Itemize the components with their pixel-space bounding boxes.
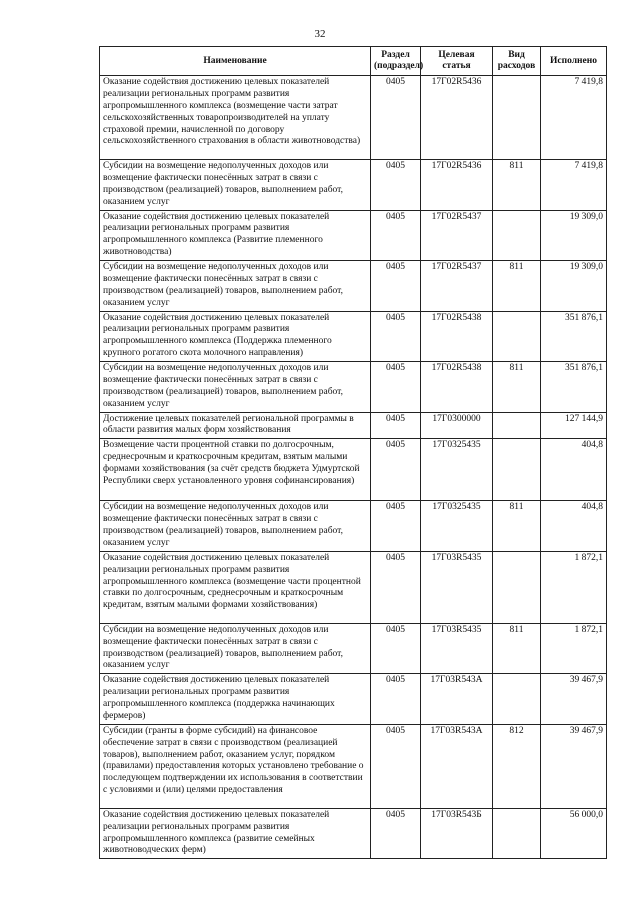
row-executed-cell: 39 467,9 — [541, 674, 607, 725]
row-name-cell: Субсидии на возмещение недополученных доходов или возмещение фактически понесённых затрат в связи с производством (реализацией) товаров, выполнением работ, оказанием услуг — [100, 362, 371, 413]
row-section-cell: 0405 — [371, 160, 421, 211]
row-article-cell: 17Г03R543А — [421, 674, 493, 725]
row-name-cell: Оказание содействия достижению целевых показателей реализации региональных программ развития агропромышленного комплекса (развитие семейных животноводческих ферм) — [100, 808, 371, 859]
row-article-cell: 17Г03R5435 — [421, 623, 493, 674]
header-expense-type: Вид расходов — [493, 47, 541, 76]
row-expense-type-cell — [493, 412, 541, 439]
table-header-row — [100, 47, 607, 76]
row-name-cell: Оказание содействия достижению целевых показателей реализации региональных программ развития агропромышленного комплекса (возмещение части процентной ставки по долгосрочным, среднесрочным и краткосрочным кредитам, взятым малыми формами хозяйствования) — [100, 551, 371, 623]
row-section-cell: 0405 — [371, 261, 421, 312]
table-row — [100, 808, 607, 859]
row-executed-cell: 1 872,1 — [541, 623, 607, 674]
budget-execution-table — [99, 46, 607, 859]
header-article: Целевая статья — [421, 47, 493, 76]
row-section-cell: 0405 — [371, 674, 421, 725]
table-row — [100, 362, 607, 413]
table-row — [100, 439, 607, 501]
row-expense-type-cell: 811 — [493, 623, 541, 674]
table-row — [100, 311, 607, 362]
header-name: Наименование — [100, 47, 371, 76]
row-expense-type-cell — [493, 210, 541, 261]
row-expense-type-cell: 812 — [493, 724, 541, 808]
table-row — [100, 210, 607, 261]
row-name-cell: Оказание содействия достижению целевых показателей реализации региональных программ развития агропромышленного комплекса (Развитие племенного животноводства) — [100, 210, 371, 261]
row-executed-cell: 7 419,8 — [541, 160, 607, 211]
row-expense-type-cell — [493, 311, 541, 362]
row-expense-type-cell: 811 — [493, 160, 541, 211]
row-executed-cell: 19 309,0 — [541, 261, 607, 312]
row-name-cell: Оказание содействия достижению целевых показателей реализации региональных программ развития агропромышленного комплекса (Поддержка племенного крупного рогатого скота молочного направления) — [100, 311, 371, 362]
row-article-cell: 17Г0300000 — [421, 412, 493, 439]
row-article-cell: 17Г02R5437 — [421, 210, 493, 261]
row-article-cell: 17Г03R5435 — [421, 551, 493, 623]
table-row — [100, 674, 607, 725]
row-article-cell: 17Г02R5436 — [421, 160, 493, 211]
row-executed-cell: 7 419,8 — [541, 76, 607, 160]
row-section-cell: 0405 — [371, 724, 421, 808]
row-name-cell: Субсидии (гранты в форме субсидий) на финансовое обеспечение затрат в связи с производством (реализацией товаров), выполнением работ, оказанием услуг, порядком (правилами) предоставления которых установлено требование о последующем подтверждении их использования в соответствии с условиями и (или) целями предоставления — [100, 724, 371, 808]
header-section: Раздел (подраздел) — [371, 47, 421, 76]
row-article-cell: 17Г0325435 — [421, 439, 493, 501]
row-executed-cell: 19 309,0 — [541, 210, 607, 261]
table-row — [100, 412, 607, 439]
row-expense-type-cell: 811 — [493, 362, 541, 413]
row-article-cell: 17Г02R5438 — [421, 311, 493, 362]
row-executed-cell: 127 144,9 — [541, 412, 607, 439]
row-executed-cell: 404,8 — [541, 439, 607, 501]
row-expense-type-cell — [493, 551, 541, 623]
row-article-cell: 17Г0325435 — [421, 501, 493, 552]
table-row — [100, 501, 607, 552]
table-row — [100, 551, 607, 623]
row-name-cell: Возмещение части процентной ставки по долгосрочным, среднесрочным и краткосрочным кредитам, взятым малыми формами хозяйствования (за счёт средств бюджета Удмуртской Республики сверх установленного уровня софинансирования) — [100, 439, 371, 501]
row-article-cell: 17Г03R543А — [421, 724, 493, 808]
page-number: 32 — [314, 28, 326, 40]
row-section-cell: 0405 — [371, 501, 421, 552]
row-expense-type-cell — [493, 439, 541, 501]
table-row — [100, 261, 607, 312]
row-section-cell: 0405 — [371, 551, 421, 623]
row-section-cell: 0405 — [371, 311, 421, 362]
row-executed-cell: 404,8 — [541, 501, 607, 552]
row-expense-type-cell — [493, 674, 541, 725]
row-name-cell: Достижение целевых показателей региональной программы в области развития малых форм хозяйствования — [100, 412, 371, 439]
row-expense-type-cell: 811 — [493, 501, 541, 552]
row-name-cell: Субсидии на возмещение недополученных доходов или возмещение фактически понесённых затрат в связи с производством (реализацией) товаров, выполнением работ, оказанием услуг — [100, 160, 371, 211]
row-section-cell: 0405 — [371, 362, 421, 413]
row-executed-cell: 351 876,1 — [541, 362, 607, 413]
row-section-cell: 0405 — [371, 412, 421, 439]
table-row — [100, 623, 607, 674]
row-section-cell: 0405 — [371, 623, 421, 674]
row-section-cell: 0405 — [371, 210, 421, 261]
row-expense-type-cell: 811 — [493, 261, 541, 312]
row-article-cell: 17Г02R5436 — [421, 76, 493, 160]
row-name-cell: Оказание содействия достижению целевых показателей реализации региональных программ развития агропромышленного комплекса (возмещение части затрат сельскохозяйственных товаропроизводителей на уплату страховой премии, начисленной по договору сельскохозяйственного страхования в области животноводства) — [100, 76, 371, 160]
row-section-cell: 0405 — [371, 76, 421, 160]
header-executed: Исполнено — [541, 47, 607, 76]
row-section-cell: 0405 — [371, 439, 421, 501]
row-article-cell: 17Г02R5437 — [421, 261, 493, 312]
table-row — [100, 724, 607, 808]
row-name-cell: Оказание содействия достижению целевых показателей реализации региональных программ развития агропромышленного комплекса (поддержка начинающих фермеров) — [100, 674, 371, 725]
row-section-cell: 0405 — [371, 808, 421, 859]
row-name-cell: Субсидии на возмещение недополученных доходов или возмещение фактически понесённых затрат в связи с производством (реализацией) товаров, выполнением работ, оказанием услуг — [100, 623, 371, 674]
row-expense-type-cell — [493, 76, 541, 160]
row-executed-cell: 351 876,1 — [541, 311, 607, 362]
table-row — [100, 160, 607, 211]
row-expense-type-cell — [493, 808, 541, 859]
row-name-cell: Субсидии на возмещение недополученных доходов или возмещение фактически понесённых затрат в связи с производством (реализацией) товаров, выполнением работ, оказанием услуг — [100, 261, 371, 312]
row-executed-cell: 1 872,1 — [541, 551, 607, 623]
row-executed-cell: 56 000,0 — [541, 808, 607, 859]
table-row — [100, 76, 607, 160]
row-executed-cell: 39 467,9 — [541, 724, 607, 808]
row-name-cell: Субсидии на возмещение недополученных доходов или возмещение фактически понесённых затрат в связи с производством (реализацией) товаров, выполнением работ, оказанием услуг — [100, 501, 371, 552]
row-article-cell: 17Г03R543Б — [421, 808, 493, 859]
row-article-cell: 17Г02R5438 — [421, 362, 493, 413]
